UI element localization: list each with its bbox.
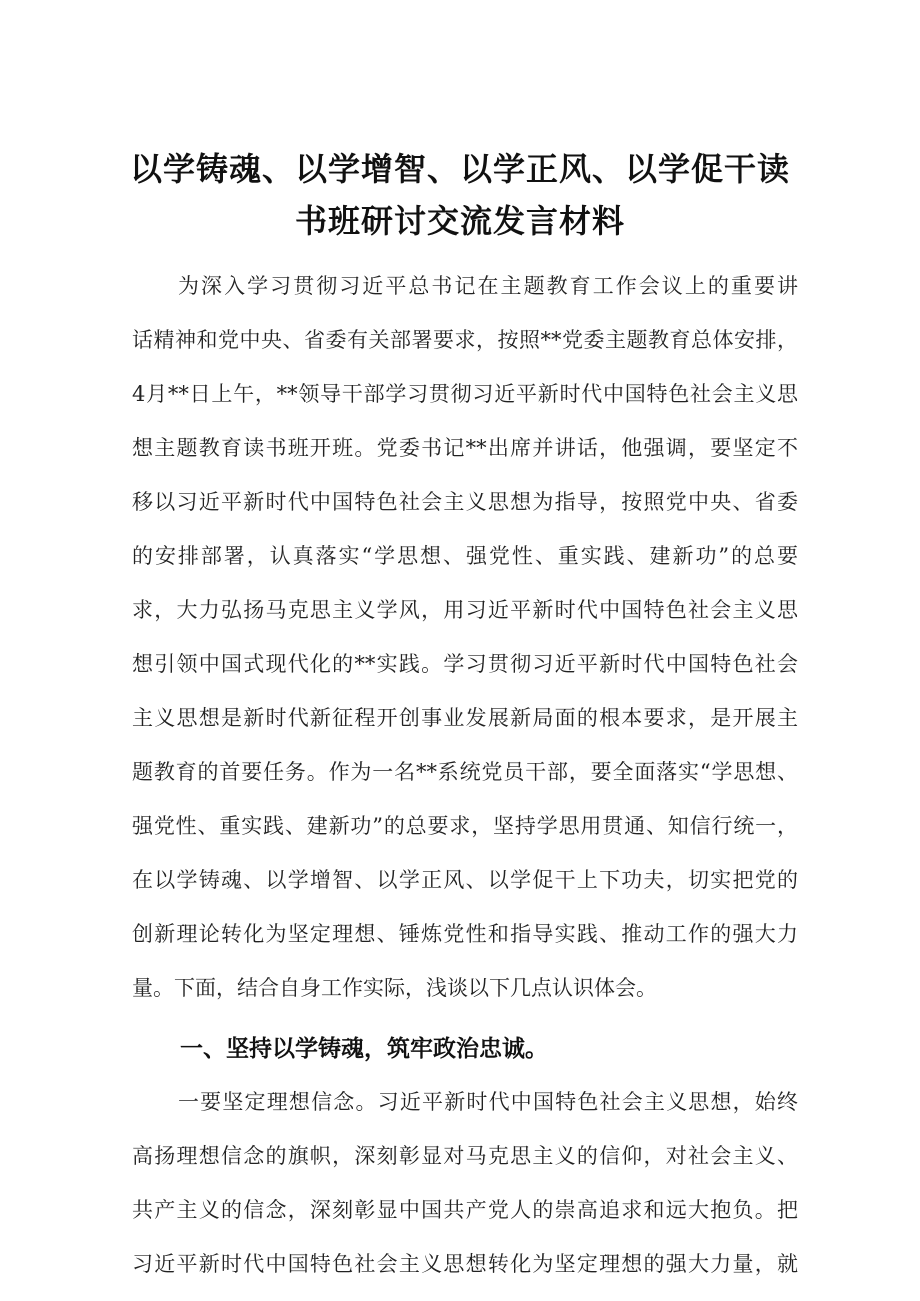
paragraph-2-line: 习近平新时代中国特色社会主义思想转化为坚定理想的强大力量，就 (132, 1252, 798, 1276)
paragraph-1-line: 求，大力弘扬马克思主义学风，用习近平新时代中国特色社会主义思 (132, 598, 798, 622)
document-title-line-2: 书班研讨交流发言材料 (294, 202, 625, 240)
paragraph-1-line: 在以学铸魂、以学增智、以学正风、以学促干上下功夫，切实把党的 (132, 868, 798, 892)
document-title-line-1: 以学铸魂、以学增智、以学正风、以学促干读 (129, 150, 790, 188)
paragraph-1-line: 量。下面，结合自身工作实际，浅谈以下几点认识体会。 (132, 976, 657, 1000)
paragraph-1-line: 为深入学习贯彻习近平总书记在主题教育工作会议上的重要讲 (178, 274, 798, 298)
paragraph-1-line: 移以习近平新时代中国特色社会主义思想为指导，按照党中央、省委 (132, 490, 798, 514)
section-heading-1: 一、坚持以学铸魂，筑牢政治忠诚。 (180, 1036, 548, 1062)
paragraph-2-line: 高扬理想信念的旗帜，深刻彰显对马克思主义的信仰，对社会主义、 (132, 1144, 798, 1168)
paragraph-2-line: 共产主义的信念，深刻彰显中国共产党人的崇高追求和远大抱负。把 (132, 1198, 798, 1222)
paragraph-1-line: 想主题教育读书班开班。党委书记**出席并讲话，他强调，要坚定不 (132, 436, 798, 460)
paragraph-1-line: 的安排部署，认真落实“学思想、强党性、重实践、建新功”的总要 (132, 544, 798, 568)
paragraph-1-line: 强党性、重实践、建新功”的总要求，坚持学思用贯通、知信行统一， (132, 814, 798, 838)
paragraph-1-line: 创新理论转化为坚定理想、锤炼党性和指导实践、推动工作的强大力 (132, 922, 798, 946)
paragraph-1-line: 主义思想是新时代新征程开创事业发展新局面的根本要求，是开展主 (132, 706, 798, 730)
paragraph-1-line: 题教育的首要任务。作为一名**系统党员干部，要全面落实“学思想、 (132, 760, 798, 784)
paragraph-1-line: 想引领中国式现代化的**实践。学习贯彻习近平新时代中国特色社会 (132, 652, 798, 676)
paragraph-1-line: 4月**日上午，**领导干部学习贯彻习近平新时代中国特色社会主义思 (132, 382, 798, 406)
paragraph-2-line: 一要坚定理想信念。习近平新时代中国特色社会主义思想，始终 (178, 1090, 798, 1114)
paragraph-1-line: 话精神和党中央、省委有关部署要求，按照**党委主题教育总体安排， (132, 328, 798, 352)
